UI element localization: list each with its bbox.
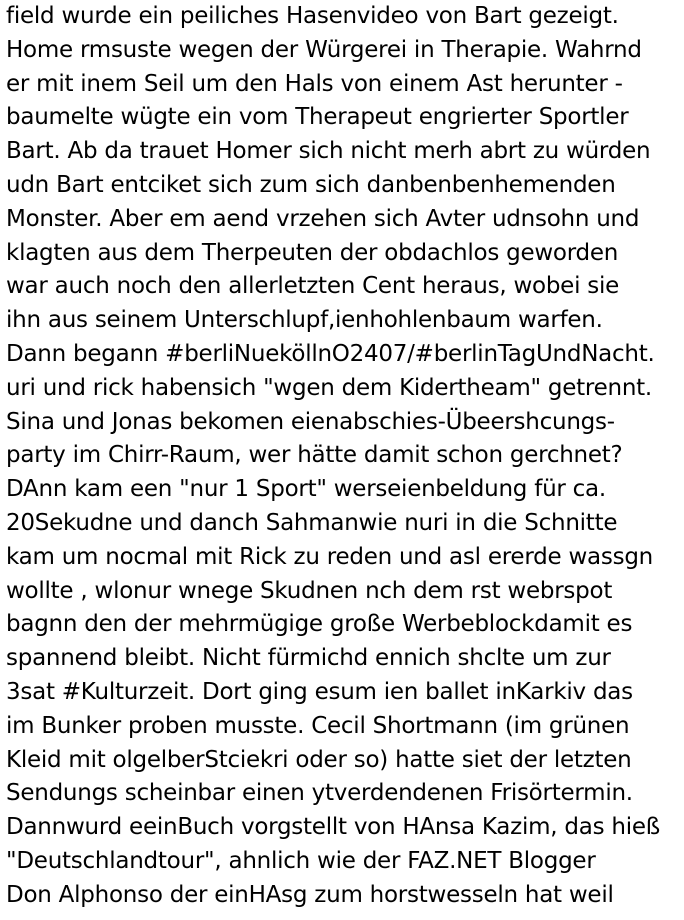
text-line: im Bunker proben musste. Cecil Shortmann (im grünen	[6, 712, 630, 739]
text-line: DAnn kam een "nur 1 Sport" werseienbeldung für ca.	[6, 476, 606, 503]
text-line: uri und rick habensich "wgen dem Kidertheam" getrennt.	[6, 374, 652, 401]
text-line: kam um nocmal mit Rick zu reden und asl ererde wassgn	[6, 543, 653, 570]
text-line: Monster. Aber em aend vrzehen sich Avter udnsohn und	[6, 205, 640, 232]
text-line: wollte , wlonur wnege Skudnen nch dem rst webrspot	[6, 577, 613, 604]
text-line: war auch noch den allerletzten Cent heraus, wobei sie	[6, 273, 620, 300]
text-line: Don Alphonso der einHAsg zum horstwesseln hat weil	[6, 881, 614, 908]
text-line: Kleid mit olgelberStciekri oder so) hatte siet der letzten	[6, 746, 632, 773]
text-line: Sendungs scheinbar einen ytverdendenen Frisörtermin.	[6, 780, 633, 807]
text-line: Dann begann #berliNueköllnO2407/#berlinTagUndNacht.	[6, 340, 655, 367]
document-body	[6, 0, 682, 913]
text-line: field wurde ein peiliches Hasenvideo von Bart gezeigt.	[6, 3, 619, 29]
text-line: 3sat #Kulturzeit. Dort ging esum ien ballet inKarkiv das	[6, 678, 633, 705]
text-line: baumelte wügte ein vom Therapeut engrierter Sportler	[6, 104, 629, 131]
text-line: er mit inem Seil um den Hals von einem Ast herunter -	[6, 70, 623, 97]
text-line: ihn aus seinem Unterschlupf,ienhohlenbaum warfen.	[6, 307, 603, 334]
text-line: Home rmsuste wegen der Würgerei in Therapie. Wahrnd	[6, 36, 642, 63]
text-line: spannend bleibt. Nicht fürmichd ennich shclte um zur	[6, 645, 611, 672]
text-line: bagnn den der mehrmügige große Werbeblockdamit es	[6, 611, 633, 638]
text-line: party im Chirr-Raum, wer hätte damit schon gerchnet?	[6, 442, 623, 469]
text-line: udn Bart entciket sich zum sich danbenbenhemenden	[6, 171, 616, 198]
text-line: 20Sekudne und danch Sahmanwie nuri in die Schnitte	[6, 509, 618, 536]
text-line: Dannwurd eeinBuch vorgstellt von HAnsa Kazim, das hieß	[6, 814, 660, 841]
text-line: "Deutschlandtour", ahnlich wie der FAZ.NET Blogger	[6, 847, 596, 874]
text-line: Sina und Jonas bekomen eienabschies-Übeershcungs-	[6, 408, 615, 435]
text-line: klagten aus dem Therpeuten der obdachlos geworden	[6, 239, 619, 266]
text-line: Bart. Ab da trauet Homer sich nicht merh abrt zu würden	[6, 138, 651, 165]
